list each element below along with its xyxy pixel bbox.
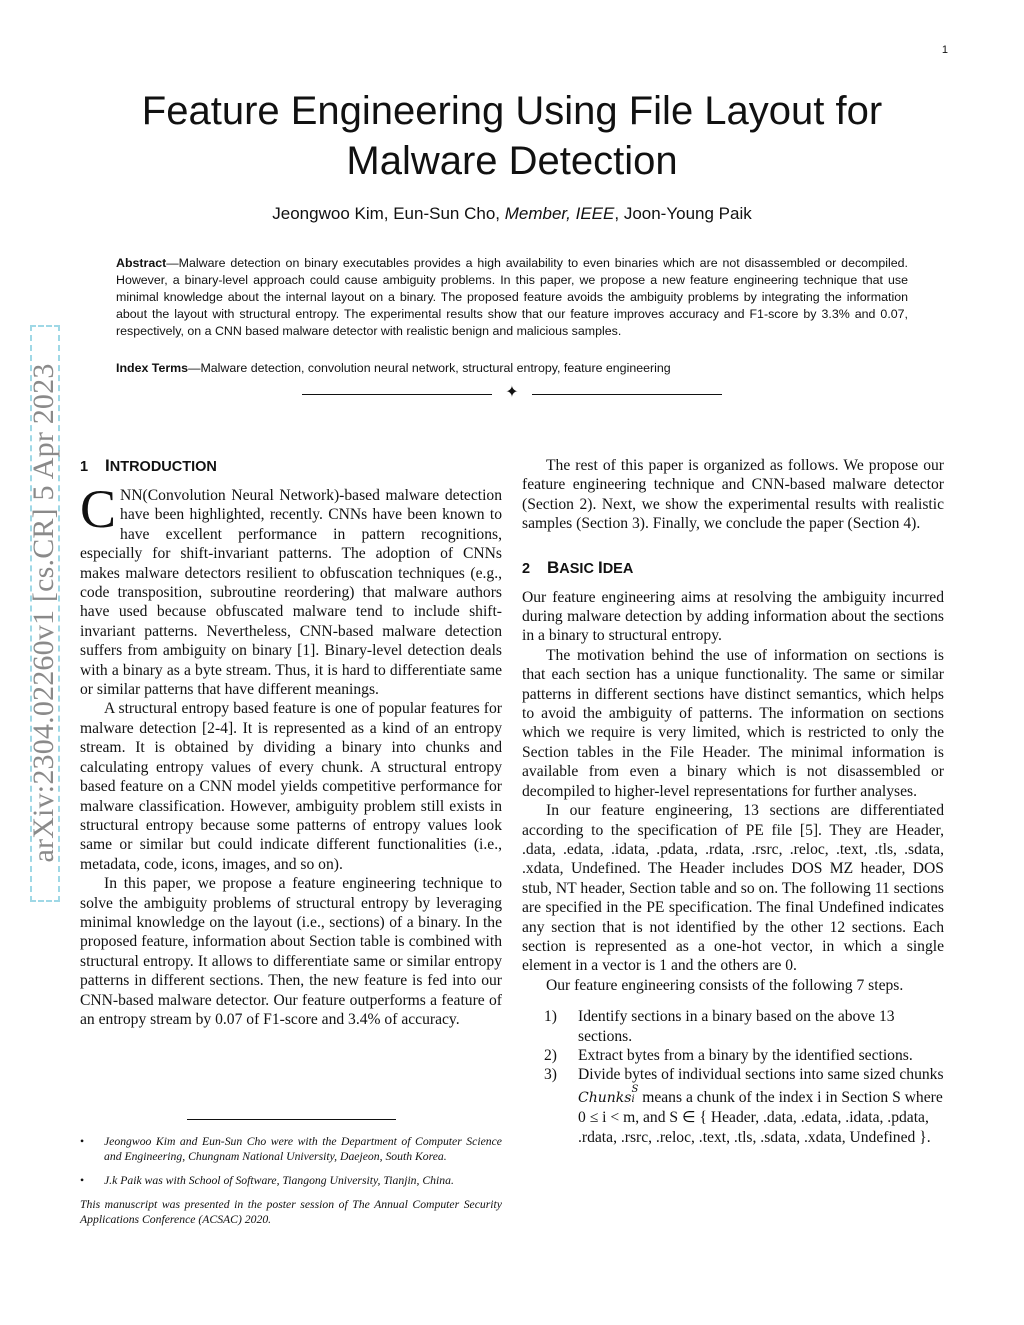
arxiv-identifier: arXiv:2304.02260v1 [cs.CR] 5 Apr 2023: [27, 363, 60, 863]
abstract-text: —Malware detection on binary executables provides a high availability to even binaries which are not disassembled or decompiled. However, a binary-level approach could cause ambiguity problems. In this paper, we propose a new feature engineering technique that use minimal knowledge about the internal layout on a binary. The proposed feature avoids the ambiguity problems by integrating the information about the layout with structural entropy. The experimental results show that our feature improves accuracy and F1-score by 3.3% and 0.07, respectively, on a CNN based malware detector with realistic benign and malicious samples.: [116, 256, 908, 338]
steps-list: [522, 1007, 944, 1147]
basic-idea-paragraph-1: Our feature engineering aims at resolving the ambiguity incurred during malware detection by adding information about the sections in a binary to structural entropy.: [522, 588, 944, 645]
section-number: 1: [80, 459, 89, 475]
index-terms: [116, 360, 908, 377]
author-line: Jeongwoo Kim, Eun-Sun Cho, Member, IEEE, Joon-Young Paik: [272, 204, 752, 223]
list-item: 3) Divide bytes of individual sections into same sized chunks Chunks S i means a chunk of the index i in Section S where 0 ≤ i < m, and S ∈ { Header, .data, .edata, .idata, .pdata, .rdata, .rsrc, .reloc, .text, .tls, .sdata, .xdata, Undefined }.: [544, 1066, 944, 1146]
section-number: 2: [522, 560, 531, 577]
intro-paragraph-3: In this paper, we propose a feature engineering technique to solve the ambiguity problems of structural entropy by leveraging minimal knowledge on the layout (i.e., sections) of a binary. In the proposed feature, information about Section table is combined with structural entropy. It allows to differentiate same or similar entropy patterns in different sections. Then, the new feature is fed into our CNN-based malware detector. Our feature outperforms a feature of an entropy stream by 0.07 of F1-score and 3.4% of accuracy.: [80, 875, 502, 1028]
page-number: 1: [941, 44, 948, 56]
footnote-affiliation-2: • J.k Paik was with School of Software, Tiangong University, Tianjin, China.: [80, 1174, 454, 1187]
list-item: 2) Extract bytes from a binary by the identified sections.: [544, 1046, 913, 1064]
author-last: Joon-Young Paik: [623, 204, 752, 223]
section-heading-introduction: 1 INTRODUCTION: [80, 456, 217, 475]
divider-rule-right: [532, 394, 722, 395]
abstract: [116, 255, 908, 340]
author-membership: Member, IEEE: [504, 204, 615, 223]
footnote-affiliation-1: • Jeongwoo Kim and Eun-Sun Cho were with the Department of Computer Science and Engineering, Chungnam National University, Daejeon, South Korea.: [80, 1135, 502, 1163]
basic-idea-paragraph-4: Our feature engineering consists of the following 7 steps.: [546, 976, 904, 994]
list-item: 1) Identify sections in a binary based on the above 13 sections.: [544, 1008, 895, 1045]
index-terms-text: —Malware detection, convolution neural network, structural entropy, feature engineering: [188, 361, 671, 375]
footnote-conference-note: This manuscript was presented in the poster session of The Annual Computer Security Applications Conference (ACSAC) 2020.: [80, 1198, 502, 1226]
bullet-icon: •: [80, 1135, 85, 1148]
footnote-rule: [187, 1119, 396, 1120]
bullet-icon: •: [80, 1174, 85, 1187]
divider-star-icon: ✦: [505, 384, 519, 401]
paper-title: Feature Engineering Using File Layout for Malware Detection: [141, 89, 883, 183]
intro-paragraph-2: A structural entropy based feature is one of popular features for malware detection [2-4]. It is represented as a kind of an entropy stream. It is obtained by dividing a binary into chunks and calculating entropy values of every chunk. A structural entropy based feature on a CNN model yields competitive performance for malware classification. However, ambiguity problem still exists in structural entropy because some patterns of entropy values look same or similar but could indicate different functionalities (i.e., metadata, code, icons, images, and so on).: [80, 700, 502, 873]
right-column: [522, 456, 944, 1147]
left-column: [80, 456, 502, 1029]
footnotes: [80, 1134, 502, 1227]
math-chunks: Chunks S i: [578, 1083, 639, 1106]
abstract-label: Abstract: [116, 256, 167, 270]
organization-paragraph: The rest of this paper is organized as follows. We propose our feature engineering technique and CNN-based malware detector (Section 2). Next, we show the experimental results with realistic samples (Section 3). Finally, we conclude the paper (Section 4).: [522, 457, 944, 533]
basic-idea-paragraph-2: The motivation behind the use of information on sections is that each section has a unique functionality. The same or similar patterns in different sections have distinct semantics, which helps to avoid the ambiguity of patterns. The information on sections which we require is very limited, which is restricted to only the Section tables in the File Header. The minimal information is available from even a binary which is not disassembled or decompiled to higher-level representations for further analyses.: [522, 646, 944, 800]
section-heading-basic-idea: 2 BASIC IDEA: [522, 557, 634, 577]
basic-idea-paragraph-3: In our feature engineering, 13 sections are differentiated according to the specification of PE file [5]. They are Header, .data, .edata, .idata, .pdata, .rdata, .rsrc, .reloc, .text, .tls, .sdata, .xdata, Undefined. The Header includes DOS MZ header, DOS stub, NT header, Section table and so on. The following 11 sections are specified in the PE specification. The final Undefined indicates any section that is not identified by the other 12 sections. Each section is represented as a one-hot vector, in which a single element in a vector is 1 and the others are 0.: [522, 802, 944, 975]
intro-paragraph-1: CNN(Convolution Neural Network)-based malware detection have been highlighted, recently. CNNs have been known to have excellent performance in pattern recognitions, especially for shift-invariant patterns. The adoption of CNNs makes malware detectors resilient to obfuscation techniques (e.g., code transposition, subroutine reordering) that malware authors have used because obfuscated malware tend to include shift-invariant patterns. Nevertheless, CNN-based malware detection suffers from ambiguity on binary [1]. Binary-level detection deals with a binary as a byte stream. Thus, it is hard to differentiate same or similar patterns that have different meanings.: [80, 479, 502, 699]
drop-cap: C: [80, 479, 117, 539]
divider-rule-left: [302, 394, 492, 395]
header-divider: [302, 384, 722, 404]
index-terms-label: Index Terms: [116, 361, 189, 375]
author-names: Jeongwoo Kim, Eun-Sun Cho,: [272, 204, 501, 223]
